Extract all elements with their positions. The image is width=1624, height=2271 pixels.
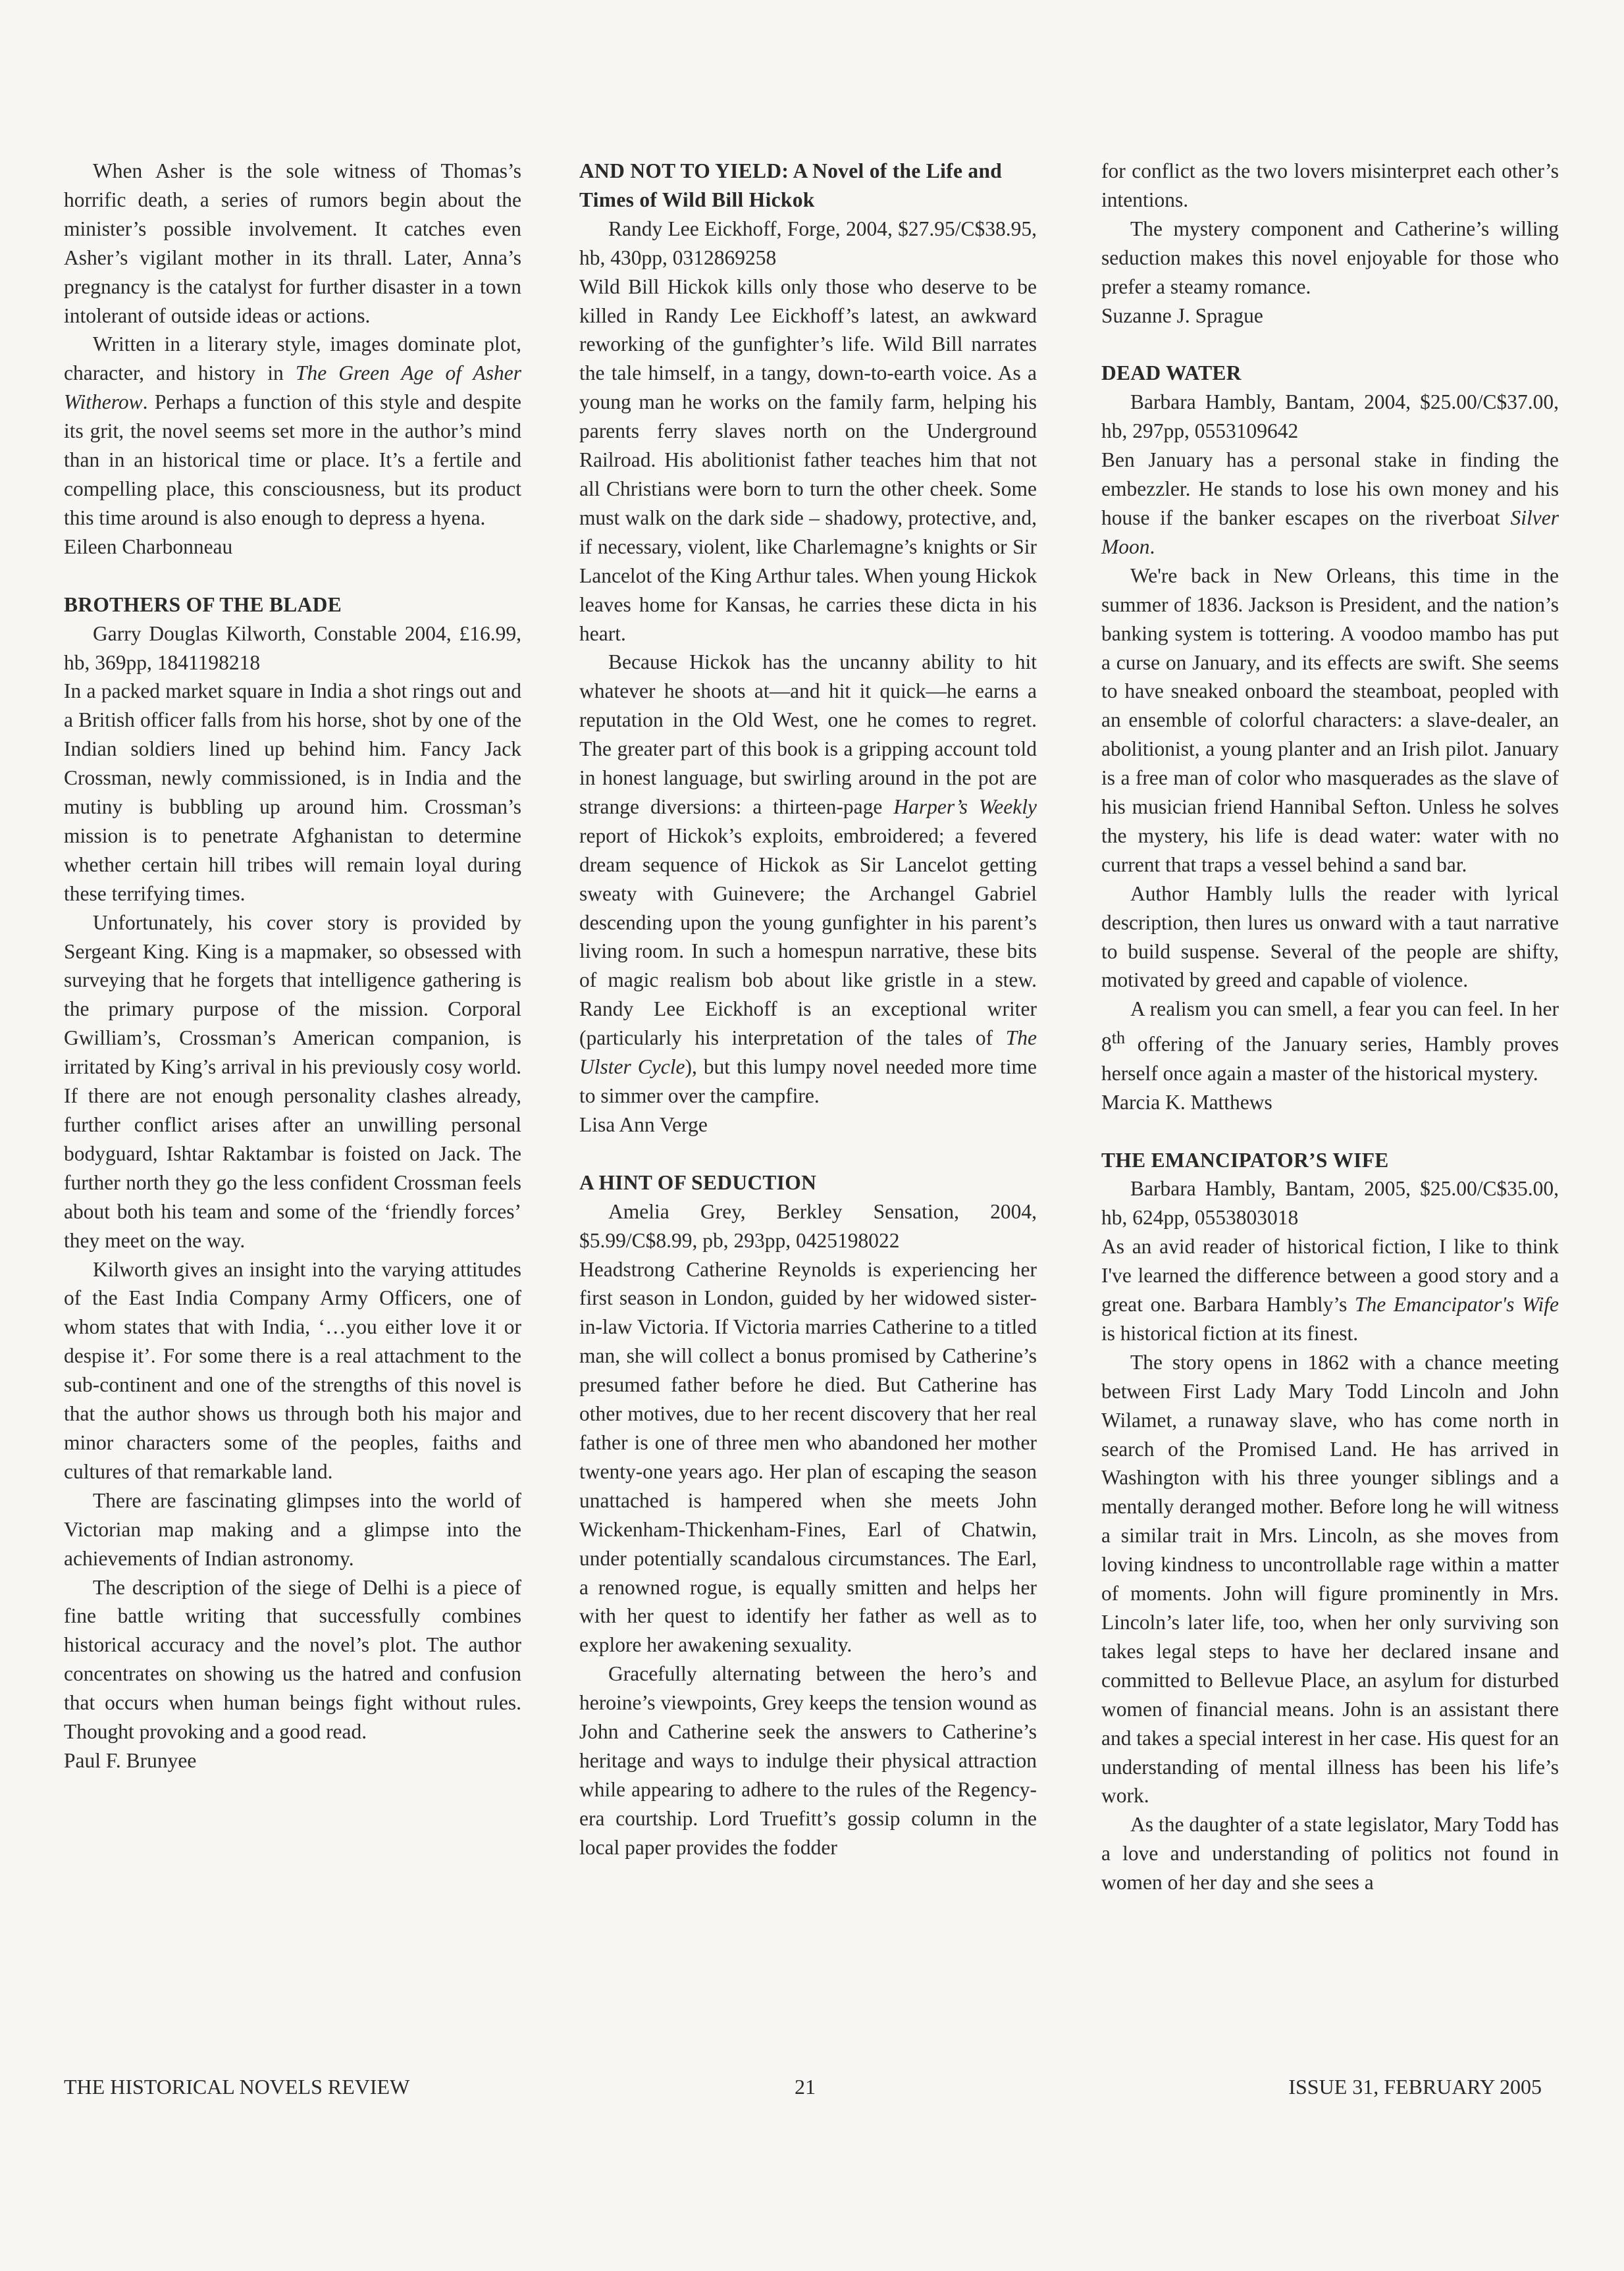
review-paragraph: As the daughter of a state legislator, Mary Todd has a love and understanding of politics not found in women of her day and she sees a	[1101, 1813, 1559, 1894]
text-run: ), but this lumpy novel needed more time to simmer over the campfire.	[579, 1055, 1037, 1107]
publication-title-italic: Harper’s Weekly	[893, 795, 1037, 818]
review-paragraph: Wild Bill Hickok kills only those who deserve to be killed in Randy Lee Eickhoff’s latest, an awkward reworking of the gunfighter’s life. Wild Bill narrates the tale himself, in a tangy, down-to-earth voice. As a young man he works on the family farm, helping his parents ferry slaves north on the Underground Railroad. His abolitionist father teaches him that not all Christians were born to turn the other cheek. Some must walk on the dark side – shadowy, protective, and, if necessary, violent, like Charlemagne’s knights or Sir Lancelot of the King Arthur tales. When young Hickok leaves home for Kansas, he carries these dicta in his heart.	[579, 274, 1037, 645]
reviewer-name: Eileen Charbonneau	[64, 535, 233, 558]
review-the-emancipators-wife	[1101, 1146, 1559, 1898]
text-run: . Perhaps a function of this style and despite its grit, the novel seems set more in the author’s mind than in an historical time or place. It’s a fertile and compelling place, this consciousness, but its product this time around is also enough to depress a hyena.	[64, 390, 521, 529]
review-paragraph: The description of the siege of Delhi is a piece of fine battle writing that successfully combines historical accuracy and the novel’s plot. The author concentrates on showing us the hatred and confusion that occurs when human beings fight without rules. Thought provoking and a good read.	[64, 1575, 521, 1744]
text-run: Because Hickok has the uncanny ability to hit whatever he shoots at—and hit it quick—he earns a reputation in the Old West, one he comes to regret. The greater part of this book is a gripping account told in honest language, but swirling around in the pot are strange diversions: a thirteen-page	[579, 650, 1037, 818]
page-footer	[64, 2075, 1560, 2104]
book-title-italic: The Ulster Cycle	[579, 1026, 1037, 1079]
review-paragraph: When Asher is the sole witness of Thomas’s horrific death, a series of rumors begin about the minister’s possible involvement. It catches even Asher’s vigilant mother in its thrall. Later, Anna’s pregnancy is the catalyst for further disaster in a town intolerant of outside ideas or actions.	[64, 159, 521, 327]
footer-journal-name: THE HISTORICAL NOVELS REVIEW	[64, 2075, 410, 2099]
review-dead-water	[1101, 359, 1559, 1116]
text-run: A realism you can smell, a fear you can feel. In her 8	[1101, 997, 1559, 1056]
book-title-italic: The Emancipator's Wife	[1355, 1293, 1559, 1317]
footer-issue: ISSUE 31, FEBRUARY 2005	[1288, 2075, 1542, 2099]
reviewer-name: Suzanne J. Sprague	[1101, 303, 1263, 327]
review-title: AND NOT TO YIELD: A Novel of the Life and Times of Wild Bill Hickok	[579, 159, 1003, 211]
review-paragraph: for conflict as the two lovers misinterpret each other’s intentions.	[1101, 159, 1559, 211]
book-title-italic: The Green Age of Asher Witherow	[64, 361, 521, 414]
text-run: .	[1149, 535, 1155, 558]
text-run: Written in a literary style, images dominate plot, character, and history in	[64, 332, 521, 385]
review-bibliographic-info: Barbara Hambly, Bantam, 2005, $25.00/C$35.00, hb, 624pp, 0553803018	[1101, 1177, 1559, 1230]
column-middle	[579, 157, 1037, 1862]
review-paragraph: The mystery component and Catherine’s willing seduction makes this novel enjoyable for those who prefer a steamy romance.	[1101, 217, 1559, 298]
review-paragraph: There are fascinating glimpses into the world of Victorian map making and a glimpse into the achievements of Indian astronomy.	[64, 1488, 521, 1570]
review-title: A HINT OF SEDUCTION	[579, 1170, 817, 1194]
review-paragraph: Kilworth gives an insight into the varying attitudes of the East India Company Army Officers, one of whom states that with India, ‘…you either love it or despise it’. For some there is a real attachment to the sub-continent and one of the strengths of this novel is that the author shows us through both his major and minor characters some of the peoples, faiths and cultures of that remarkable land.	[64, 1257, 521, 1483]
review-continuation-asher-witherow	[64, 157, 521, 561]
review-bibliographic-info: Garry Douglas Kilworth, Constable 2004, £16.99, hb, 369pp, 1841198218	[64, 621, 521, 674]
text-run: As an avid reader of historical fiction, I like to think I've learned the difference between a good story and a great one. Barbara Hambly’s	[1101, 1235, 1559, 1317]
review-a-hint-of-seduction	[579, 1168, 1037, 1862]
review-paragraph: Author Hambly lulls the reader with lyrical description, then lures us onward with a taut narrative to build suspense. Several of the people are shifty, motivated by greed and capable of violence.	[1101, 881, 1559, 992]
column-right	[1101, 157, 1559, 1897]
review-title: DEAD WATER	[1101, 361, 1242, 385]
review-paragraph	[1101, 1232, 1559, 1348]
reviewer-name: Lisa Ann Verge	[579, 1112, 708, 1136]
text-run: Ben January has a personal stake in finding the embezzler. He stands to lose his own money and his house if the banker escapes on the riverboat	[1101, 448, 1559, 529]
review-continuation-hint-of-seduction	[1101, 157, 1559, 330]
text-run: report of Hickok’s exploits, embroidered; a fevered dream sequence of Hickok as Sir Lancelot getting sweaty with Guinevere; the Archangel Gabriel descending upon the young gunfighter in his parent’s living room. In such a homespun narrative, these bits of magic realism bob about like gristle in a stew. Randy Lee Eickhoff is an exceptional writer (particularly his interpretation of the tales of	[579, 823, 1037, 1050]
review-paragraph	[579, 648, 1037, 1110]
review-brothers-of-the-blade	[64, 590, 521, 1775]
column-left	[64, 157, 521, 1775]
review-title: THE EMANCIPATOR’S WIFE	[1101, 1148, 1389, 1172]
ordinal-superscript: th	[1111, 1028, 1126, 1048]
footer-page-number: 21	[795, 2075, 816, 2099]
review-bibliographic-info: Barbara Hambly, Bantam, 2004, $25.00/C$37.00, hb, 297pp, 0553109642	[1101, 390, 1559, 443]
ship-name-italic: Silver Moon	[1101, 506, 1559, 558]
review-paragraph	[1101, 995, 1559, 1087]
review-bibliographic-info: Randy Lee Eickhoff, Forge, 2004, $27.95/C$38.95, hb, 430pp, 0312869258	[579, 217, 1037, 269]
review-paragraph: Headstrong Catherine Reynolds is experiencing her first season in London, guided by her widowed sister-in-law Victoria. If Victoria marries Catherine to a titled man, she will collect a bonus promised by Catherine’s presumed father before he died. But Catherine has other motives, due to her recent discovery that her real father is one of three men who abandoned her mother twenty-one years ago. Her plan of escaping the season unattached is hampered when she meets John Wickenham-Thickenham-Fines, Earl of Chatwin, under potentially scandalous circumstances. The Earl, a renowned rogue, is equally smitten and helps her with her quest to identify her father as well as to explore her awakening sexuality.	[579, 1257, 1037, 1657]
review-paragraph: We're back in New Orleans, this time in the summer of 1836. Jackson is President, and the nation’s banking system is tottering. A voodoo mambo has put a curse on January, and its effects are swift. She seems to have sneaked onboard the steamboat, peopled with an ensemble of colorful characters: a slave-dealer, an abolitionist, a young planter and an Irish pilot. January is a free man of color who masquerades as the slave of his musician friend Hannibal Sefton. Unless he solves the mystery, his life is dead water: water with no current that traps a vessel behind a sand bar.	[1101, 563, 1559, 876]
text-run: offering of the January series, Hambly proves herself once again a master of the historical mystery.	[1101, 1032, 1559, 1085]
review-and-not-to-yield	[579, 157, 1037, 1139]
review-paragraph: Unfortunately, his cover story is provided by Sergeant King. King is a mapmaker, so obsessed with surveying that he forgets that intelligence gathering is the primary purpose of the mission. Corporal Gwilliam’s, Crossman’s American companion, is irritated by King’s arrival in his previously cosy world. If there are not enough personality clashes already, further conflict arises after an unwilling personal bodyguard, Ishtar Raktambar is foisted on Jack. The further north they go the less confident Crossman feels about both his team and some of the ‘friendly forces’ they meet on the way.	[64, 910, 521, 1252]
review-paragraph	[64, 330, 521, 532]
review-paragraph: In a packed market square in India a shot rings out and a British officer falls from his horse, shot by one of the Indian soldiers lined up behind him. Fancy Jack Crossman, newly commissioned, is in India and the mutiny is bubbling up around him. Crossman’s mission is to penetrate Afghanistan to determine whether certain hill tribes will remain loyal during these terrifying times.	[64, 679, 521, 905]
review-paragraph: The story opens in 1862 with a chance meeting between First Lady Mary Todd Lincoln and John Wilamet, a runaway slave, who has come north in search of the Promised Land. He has arrived in Washington with his three younger siblings and a mentally deranged mother. Before long he will witness a similar trait in Mrs. Lincoln, as she moves from loving kindness to uncontrollable rage within a matter of moments. John will figure prominently in Mrs. Lincoln’s later life, too, when her only surviving son takes legal steps to have her declared insane and committed to Bellevue Place, an asylum for disturbed women of financial means. John is an assistant there and takes a special interest in her case. His quest for an understanding of mental illness has been his life’s work.	[1101, 1350, 1559, 1808]
reviewer-name: Marcia K. Matthews	[1101, 1090, 1272, 1114]
review-paragraph: Gracefully alternating between the hero’s and heroine’s viewpoints, Grey keeps the tension wound as John and Catherine seek the answers to Catherine’s heritage and ways to indulge their physical attraction while appearing to adhere to the rules of the Regency-era courtship. Lord Truefitt’s gossip column in the local paper provides the fodder	[579, 1662, 1037, 1859]
review-title: BROTHERS OF THE BLADE	[64, 592, 342, 616]
reviewer-name: Paul F. Brunyee	[64, 1748, 197, 1772]
text-run: is historical fiction at its finest.	[1101, 1321, 1359, 1345]
review-paragraph	[1101, 446, 1559, 561]
review-bibliographic-info: Amelia Grey, Berkley Sensation, 2004, $5.99/C$8.99, pb, 293pp, 0425198022	[579, 1199, 1037, 1252]
